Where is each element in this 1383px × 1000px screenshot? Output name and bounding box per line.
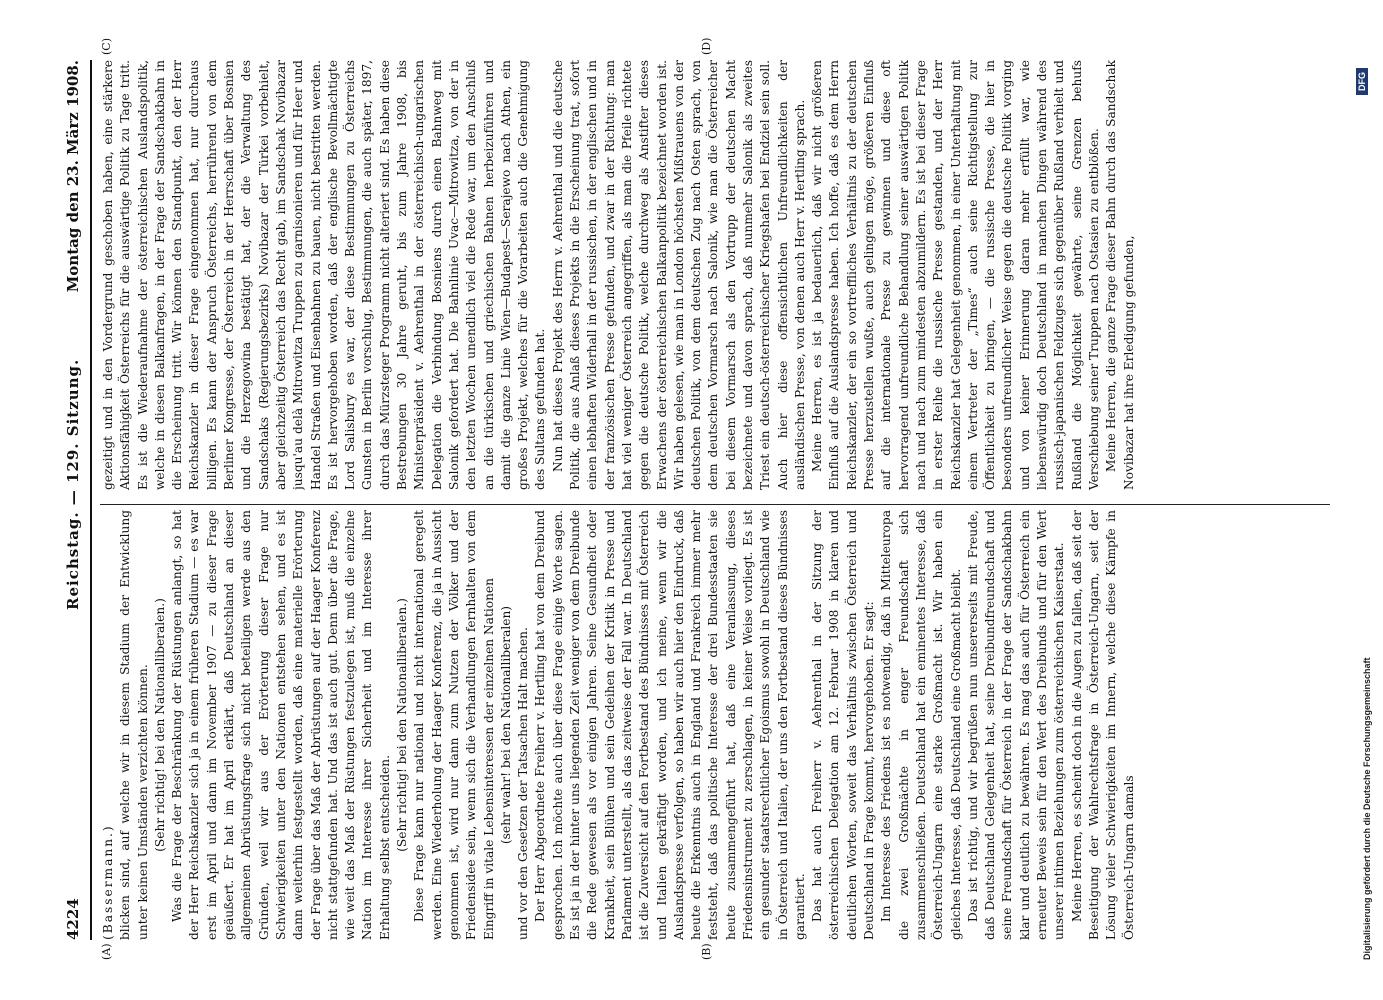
dfg-logo: DFG (1356, 68, 1368, 95)
paragraph: und vor den Gesetzen der Tatsachen Halt machen. (516, 627, 531, 940)
paragraph: Meine Herren, es ist ja bedauerlich, daß wir nicht größeren Einfluß auf die Auslandspresse haben. Ich hoffe, daß es dem Herrn Reichskanzler, der ein so vortreffliches Verhältnis zu der deutschen Presse herzustellen wußte, auch gelingen möge, größeren Einfluß auf die internationale Presse zu gewinnen und diese oft hervorragend unfreundliche Behandlung seiner auswärtigen Politik nach und nach zum mindesten abzumildern. Es ist bei dieser Frage in erster Reihe die russische Presse gestanden, und der Herr Reichskanzler hat Gelegenheit genommen, in einer Unterhaltung mit einem Vertreter der „Times“ auch seine Richtigstellung zur Öffentlichkeit zu bringen, — die russische Presse, die hier in besonders unfreundlicher Weise gegen die deutsche Politik vorging und von keiner Erinnerung daran mehr erfüllt war, wie liebenswürdig doch Deutschland in manchen Dingen während des russisch-japanischen Feldzuges sich gegenüber Rußland verhielt und Rußland die Möglichkeit gewährte, seine Grenzen behufs Verschiebung seiner Truppen nach Ostasien zu entblößen. (810, 60, 1101, 490)
paragraph: blicken sind, auf welche wir in diesem Stadium der Entwicklung unter keinen Umständen verzichten können. (118, 510, 150, 940)
session-date: Montag den 23. März 1908. (64, 60, 82, 293)
interjection: (sehr wahr! bei den Nationalliberalen) (498, 605, 513, 845)
margin-marker-b: (B) (700, 943, 713, 960)
quotation: Im Interesse des Friedens ist es notwendig, daß in Mitteleuropa die zwei Großmächte in enger Freundschaft sich zusammenschließen. Deutschland hat ein eminentes Interesse, daß Österreich-Ungarn eine starke Großmacht ist. Wir haben ein gleiches Interesse, daß Deutschland eine Großmacht bleibt. (879, 510, 963, 940)
interjection: (Sehr richtig! bei den Nationalliberalen.) (152, 598, 167, 852)
column-divider (100, 504, 1330, 505)
page-number: 4224 (64, 898, 82, 940)
paragraph: Meine Herren, die ganze Frage dieser Bahn durch das Sandschak Novibazar hat ihre Erledigung gefunden, (1104, 60, 1136, 490)
interjection: (Sehr richtig! bei den Nationalliberalen.) (395, 598, 410, 852)
margin-marker-a: (A) (100, 943, 113, 960)
paragraph: Meine Herren, es scheint doch in die Augen zu fallen, daß seit der Beseitigung der Wahlrechtsfrage in Österreich-Ungarn, seit der Lösung vieler Schwierigkeiten im Innern, welche diese Kämpfe in Österreich-Ungarn damals (1069, 510, 1136, 940)
margin-marker-c: (C) (100, 38, 113, 55)
paragraph: Nun hat dieses Projekt des Herrn v. Aehrenthal und die deutsche Politik, die aus Anlaß dieses Projekts in die Erscheinung trat, sofort einen lebhaften Widerhall in der russischen, in der englischen und in der französischen Presse gefunden, und zwar in der Richtung: man hat viel weniger Österreich angegriffen, als man die Pfeile richtete gegen die deutsche Politik, welche durchweg als Anstifter dieses Erwachens der österreichischen Balkanpolitik bezeichnet worden ist. Wir haben gelesen, wie man in London höchsten Mißtrauens von der deutschen Politik, von dem deutschen Zug nach Osten sprach, von dem deutschen Vormarsch nach Salonik, wie man die Österreicher bei diesem Vormarsch als den Vortrupp der deutschen Macht bezeichnete und davon sprach, daß nunmehr Salonik als zweites Triest ein deutsch-österreichischer Kriegshafen bei Endziel sein soll. Auch hier diese offensichtlichen Unfreundlichkeiten der ausländischen Presse, von denen auch Herr v. Hertling sprach. (550, 60, 807, 490)
right-column (100, 60, 1330, 490)
session-title: Reichstag. — 129. Sitzung. (64, 358, 82, 610)
paragraph: Diese Frage kann nur national und nicht international geregelt werden. Eine Wiederholung der Haager Konferenz, die ja in Aussicht genommen ist, wird nur dann zum Nutzen der Völker und der Friedensidee sein, wenn sich die Verhandlungen fernhalten von dem Eingriff in vitale Lebensinteressen der einzelnen Nationen (412, 510, 496, 940)
paragraph: Was die Frage der Beschränkung der Rüstungen anlangt, so hat der Herr Reichskanzler sich ja in einem früheren Stadium — es war erst im April und dann im November 1907 — zu dieser Frage geäußert. Er hat im April erklärt, daß Deutschland an dieser allgemeinen Abrüstungsfrage sich nicht beteiligen werde aus den Gründen, weil wir aus der Erörterung dieser Frage nur Schwierigkeiten unter den Nationen entstehen sehen, und es ist dann weiterhin festgestellt worden, daß eine materielle Erörterung der Frage über das Maß der Abrüstungen auf der Haager Konferenz nicht stattgefunden hat. Und das ist auch gut. Denn über die Frage, wie weit das Maß der Rüstungen festzulegen ist, muß die einzelne Nation im Interesse ihrer Sicherheit und im Interesse ihrer Erhaltung selbst entscheiden. (170, 510, 392, 940)
margin-marker-d: (D) (700, 37, 713, 55)
page-header (60, 60, 92, 940)
paragraph: Das hat auch Freiherr v. Aehrenthal in der Sitzung der österreichischen Delegation am 12. Februar 1908 in klaren und deutlichen Worten, soweit das Verhältnis zwischen Österreich und Deutschland in Frage kommt, hervorgehoben. Er sagt: (810, 510, 877, 940)
digitization-note: Digitalisierung gefördert durch die Deutsche Forschungsgemeinschaft (1362, 657, 1372, 960)
speaker-name: (Bassermann.) (101, 824, 115, 940)
paragraph: Das ist richtig, und wir begrüßen nun unsererseits mit Freude, daß Deutschland Gelegenheit hat, seine Dreibundfreundschaft und seine Freundschaft für Österreich in der Frage der Sandschakbahn klar und deutlich zu bewähren. Es mag das auch für Österreich ein erneuter Beweis sein für den Wert des Dreibunds und für den Wert unserer intimen Beziehungen zum österreichischen Kaiserstaat. (965, 510, 1067, 940)
left-column (100, 510, 1330, 940)
paragraph: Der Herr Abgeordnete Freiherr v. Hertling hat von dem Dreibund gesprochen. Ich möchte auch über diese Frage einige Worte sagen. Es ist ja in der hinter uns liegenden Zeit weniger von dem Dreibunde die Rede gewesen als vor einigen Jahren. Seine Gesundheit oder Krankheit, sein Blühen und sein Gedeihen der Kritik in Presse und Parlament unterstellt, als das zeitweise der Fall war. In Deutschland ist die Zuversicht auf den Fortbestand des Bündnisses mit Österreich und Italien gekräftigt worden, und ich meine, wenn wir die Auslandspresse verfolgen, so haben wir auch hier den Eindruck, daß heute die Erkenntnis auch in England und Frankreich immer mehr feststeht, daß das politische Interesse der drei Bundesstaaten sie heute zusammengeführt hat, daß eine Veranlassung, dieses Friedensinstrument zu zerschlagen, in keiner Weise vorliegt. Es ist ein gesunder staatsrechtlicher Egoismus sowohl in Deutschland wie in Österreich und Italien, der uns den Fortbestand dieses Bündnisses garantiert. (533, 510, 807, 940)
paragraph: gezeitigt und in den Vordergrund geschoben haben, eine stärkere Aktionsfähigkeit Österreichs für die auswärtige Politik zu Tage tritt. Es ist die Wiederaufnahme der österreichischen Auslandspolitik, welche in diesen Balkanfragen, in der Frage der Sandschakbahn in die Erscheinung tritt. Wir können den Standpunkt, den der Herr Reichskanzler in dieser Frage eingenommen hat, nur durchaus billigen. Es kann der Anspruch Österreichs, herrührend von dem Berliner Kongresse, der Österreich in der Herrschaft über Bosnien und die Herzegowina bestätigt hat, der die Verwaltung des Sandschaks (Regierungsbezirks) Novibazar der Türkei vorbehielt, aber gleichzeitig Österreich das Recht gab, im Sandschak Novibazar jusqu'au delà Mitrowitza Truppen zu garnisonieren und für Heer und Handel Straßen und Eisenbahnen zu bauen, nicht bestritten werden. Es ist hervorgehoben worden, daß der englische Bevollmächtigte Lord Salisbury es war, der diese Bestimmungen zu Österreichs Gunsten in Berlin vorschlug, Bestimmungen, die auch später, 1897, durch das Mürzsteger Programm nicht alteriert sind. Es haben diese Bestrebungen 30 Jahre geruht, bis zum Jahre 1908, bis Ministerpräsident v. Aehrenthal in der österreichisch-ungarischen Delegation die Verbindung Bosniens durch einen Bahnweg mit Salonik gefordert hat. Die Bahnlinie Uvac—Mitrowitza, von der in den letzten Wochen unendlich viel die Rede war, um den Anschluß an die türkischen und griechischen Bahnen herbeizuführen und damit die ganze Linie Wien—Budapest—Serajewo nach Athen, ein großes Projekt, welches für die Vorarbeiten auch die Genehmigung des Sultans gefunden hat. (101, 60, 548, 490)
